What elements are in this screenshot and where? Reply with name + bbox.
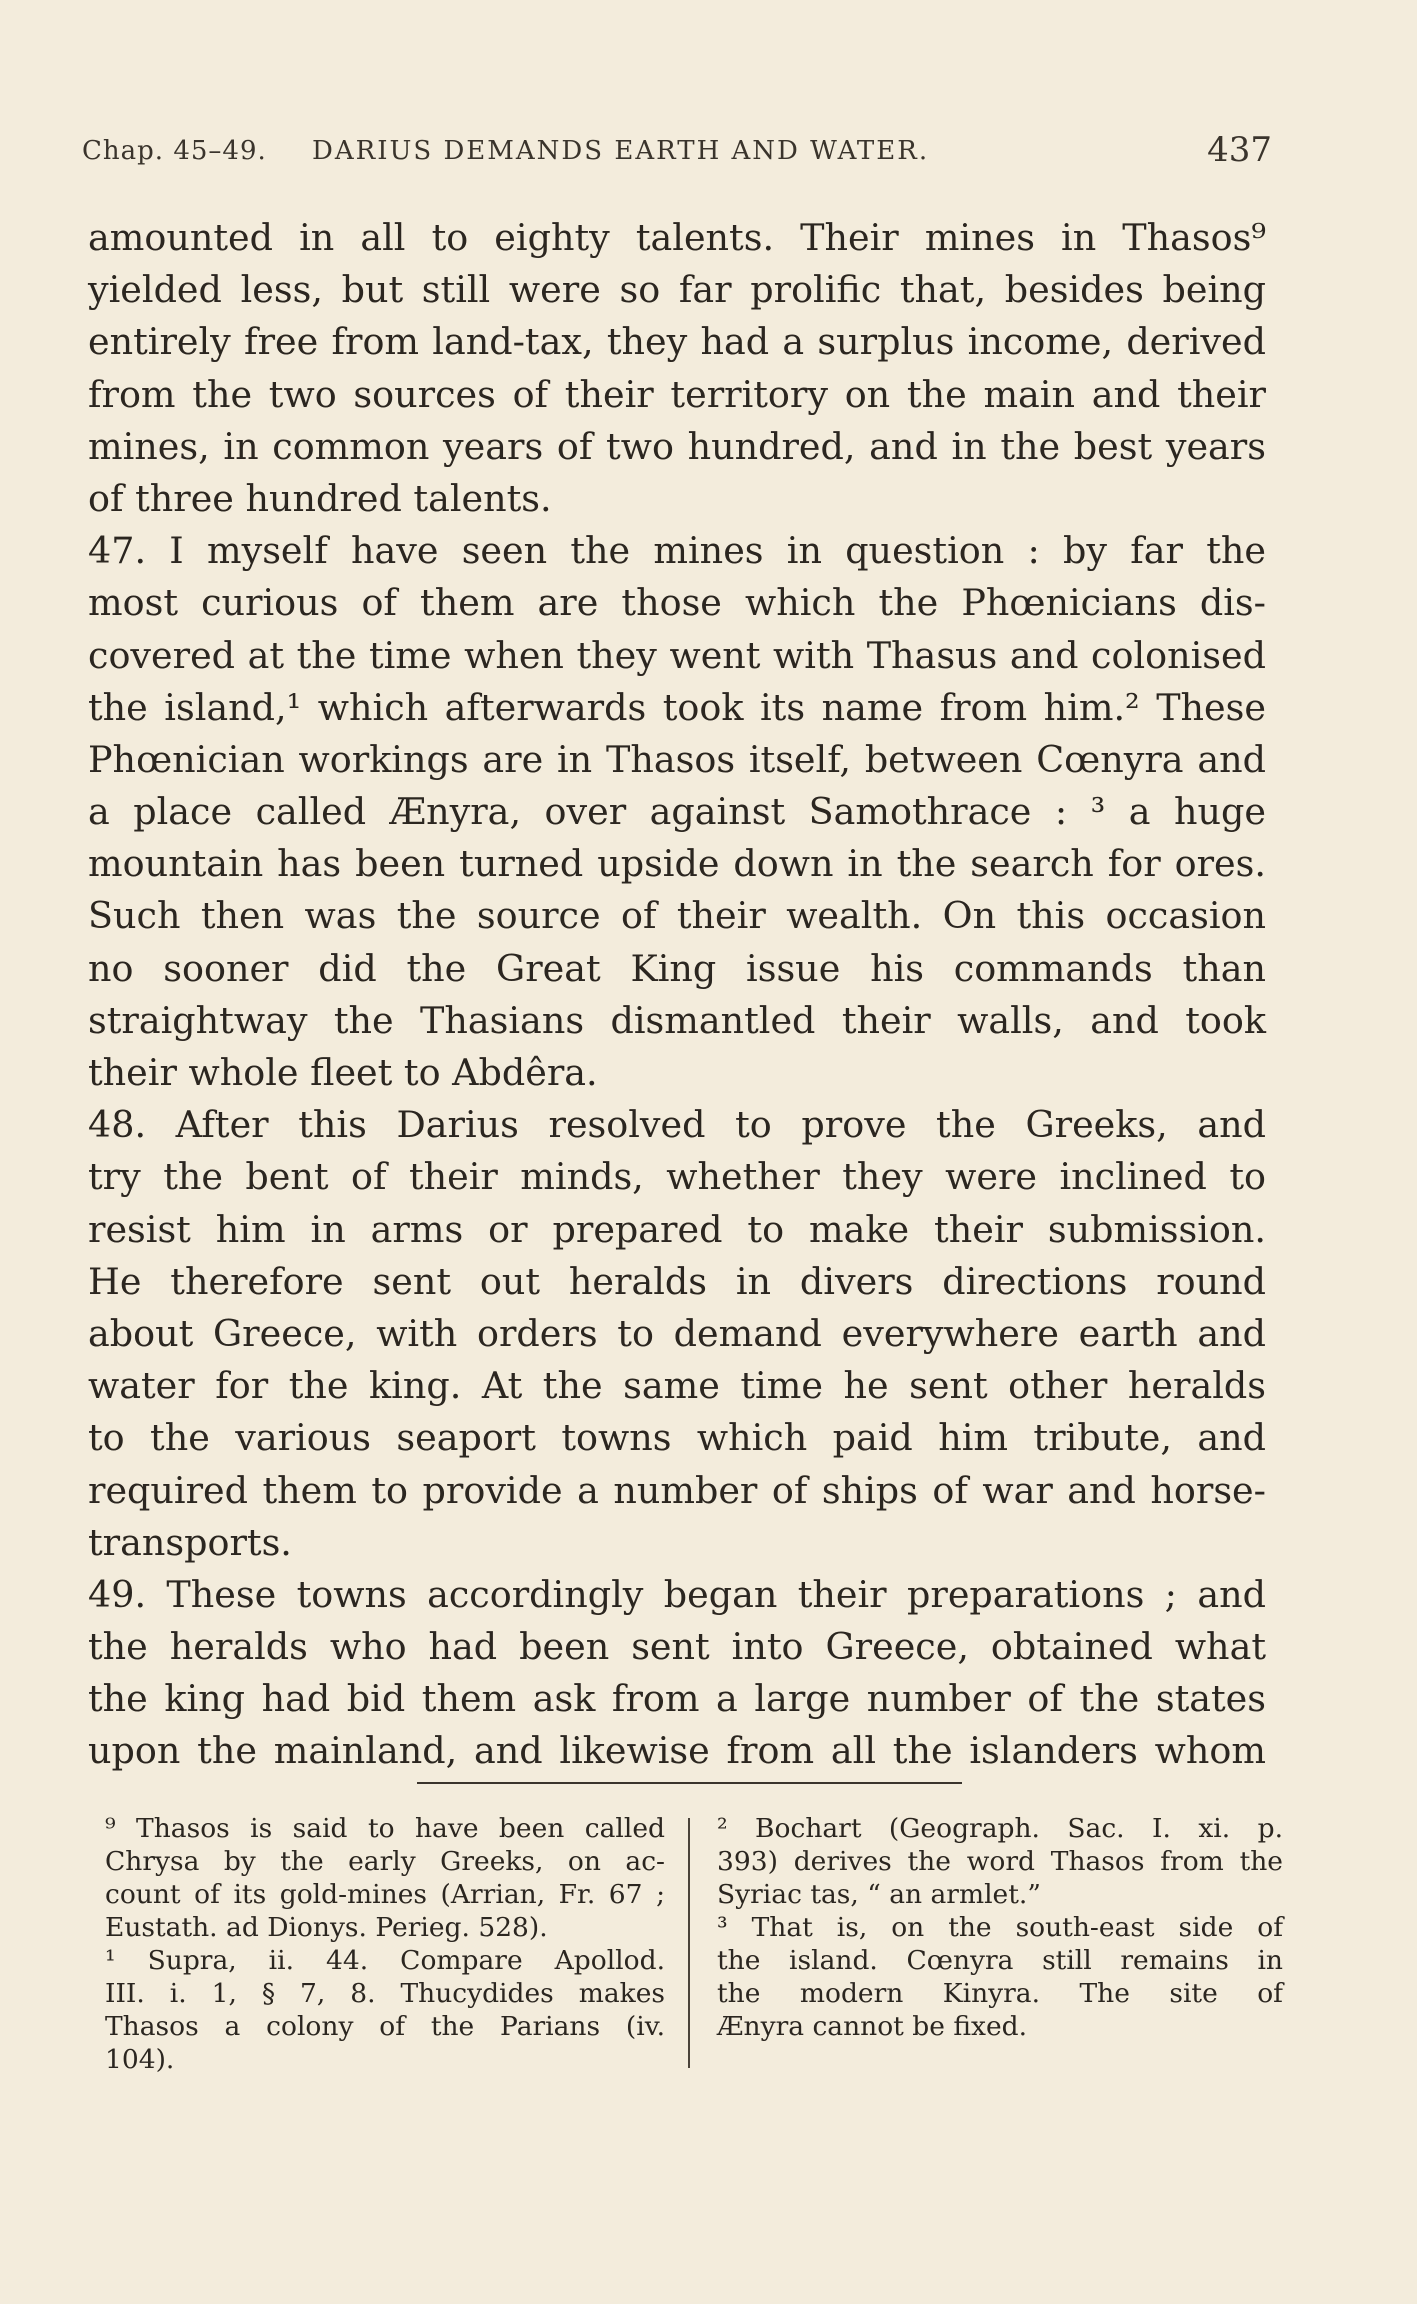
text-line: water for the king. At the same time he sent other heralds <box>88 1364 1266 1408</box>
text-line: covered at the time when they went with Thasus and colonised <box>88 633 1266 677</box>
footnote-line: Chrysa by the early Greeks, on ac- <box>105 1846 665 1877</box>
text-line: 49. These towns accordingly began their preparations ; and <box>88 1572 1266 1616</box>
footnote-line: ¹ Supra, ii. 44. Compare Apollod. <box>105 1945 665 1976</box>
text-line: a place called Ænyra, over against Samothrace : ³ a huge <box>88 790 1266 834</box>
text-line: try the bent of their minds, whether they were inclined to <box>88 1155 1266 1199</box>
running-header <box>82 130 1272 170</box>
text-line: entirely free from land-tax, they had a surplus income, derived <box>88 320 1266 364</box>
footnote-line: Thasos a colony of the Parians (iv. <box>105 2011 665 2042</box>
text-line: Phœnician workings are in Thasos itself, between Cœnyra and <box>88 737 1266 781</box>
footnote-line: ³ That is, on the south-east side of <box>717 1912 1283 1943</box>
footnote-line: Ænyra cannot be fixed. <box>717 2011 1028 2042</box>
text-line: 48. After this Darius resolved to prove the Greeks, and <box>88 1103 1266 1147</box>
footnote-line: count of its gold-mines (Arrian, Fr. 67 ; <box>105 1879 665 1910</box>
footnote-line: ² Bochart (Geograph. Sac. I. xi. p. <box>717 1813 1283 1844</box>
text-line: transports. <box>88 1520 292 1564</box>
text-line: mountain has been turned upside down in the search for ores. <box>88 842 1266 886</box>
chapter-reference: Chap. 45–49. <box>82 136 267 166</box>
text-line: Such then was the source of their wealth. On this occasion <box>88 894 1266 938</box>
footnote-line: Syriac tas, “ an armlet.” <box>717 1879 1041 1910</box>
footnote-line: the modern Kinyra. The site of <box>717 1978 1283 2009</box>
footnote-line: 104). <box>105 2044 175 2075</box>
text-line: required them to provide a number of ships of war and horse- <box>88 1468 1266 1512</box>
footnote-line: ⁹ Thasos is said to have been called <box>105 1813 665 1844</box>
page-number: 437 <box>1207 130 1272 170</box>
text-line: most curious of them are those which the Phœnicians dis- <box>88 581 1266 625</box>
text-line: to the various seaport towns which paid him tribute, and <box>88 1416 1266 1460</box>
text-line: the heralds who had been sent into Greece, obtained what <box>88 1625 1266 1669</box>
footnote-line: Eustath. ad Dionys. Perieg. 528). <box>105 1912 548 1943</box>
text-line: yielded less, but still were so far prolific that, besides being <box>88 268 1266 312</box>
footnote-line: the island. Cœnyra still remains in <box>717 1945 1283 1976</box>
text-line: 47. I myself have seen the mines in question : by far the <box>88 529 1266 573</box>
text-line: amounted in all to eighty talents. Their mines in Thasos⁹ <box>88 216 1266 259</box>
main-text <box>88 212 1266 1778</box>
text-line: the king had bid them ask from a large number of the states <box>88 1677 1266 1721</box>
text-line: about Greece, with orders to demand everywhere earth and <box>88 1311 1266 1355</box>
text-line: of three hundred talents. <box>88 476 552 520</box>
text-line: mines, in common years of two hundred, and in the best years <box>88 424 1266 468</box>
footnotes-right-column <box>717 1812 1283 2043</box>
text-line: straightway the Thasians dismantled their walls, and took <box>88 998 1266 1042</box>
footnote-rule <box>417 1782 962 1784</box>
text-line: from the two sources of their territory on the main and their <box>88 372 1266 416</box>
text-line: He therefore sent out heralds in divers directions round <box>88 1259 1266 1303</box>
text-line: their whole fleet to Abdêra. <box>88 1051 598 1094</box>
footnote-line: III. i. 1, § 7, 8. Thucydides makes <box>105 1978 665 2009</box>
text-line: no sooner did the Great King issue his commands than <box>88 946 1266 990</box>
running-title: DARIUS DEMANDS EARTH AND WATER. <box>312 136 930 166</box>
footnotes-left-column <box>105 1812 665 2076</box>
text-line: upon the mainland, and likewise from all the islanders whom <box>88 1729 1266 1773</box>
text-line: resist him in arms or prepared to make their submission. <box>88 1207 1266 1251</box>
text-line: the island,¹ which afterwards took its name from him.² These <box>88 685 1266 729</box>
footnotes <box>105 1812 1283 2112</box>
footnote-line: 393) derives the word Thasos from the <box>717 1846 1283 1877</box>
column-divider <box>688 1818 690 2068</box>
